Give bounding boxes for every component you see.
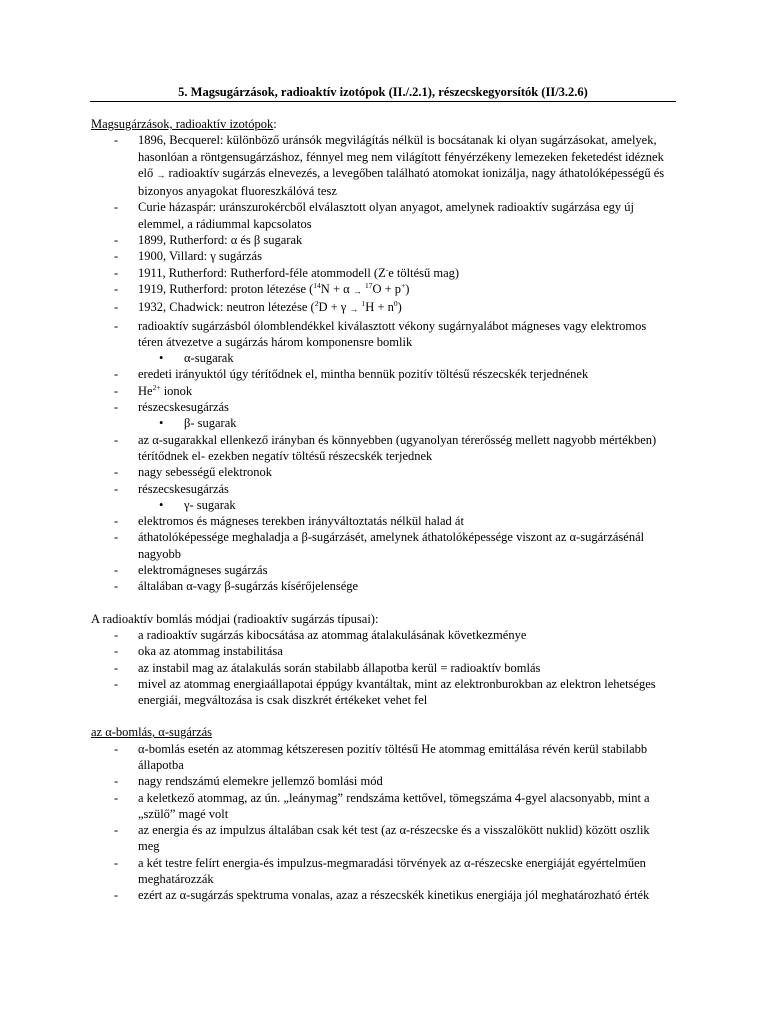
list-item: - áthatolóképessége meghaladja a β-sugárzásét, amelynek áthatolóképessége viszont az α-sugárzásénál nagyobb [0,529,768,562]
list-item: - radioaktív sugárzásból ólomblendékkel kiválasztott vékony sugárnyalábot mágneses vagy elektromos téren átvezetve a sugárzás három komponensre bomlik [0,318,768,351]
arrow-icon: → [156,169,166,180]
superscript: 1 [361,299,366,309]
list-item-text: ) [397,300,402,315]
list-item: - elektromos és mágneses terekben irányváltoztatás nélkül halad át [0,513,768,529]
bullet-item-alpha: • α-sugarak [0,350,768,366]
superscript: 17 [364,280,373,290]
bullet-item-gamma: • γ- sugarak [0,497,768,513]
superscript: 2+ [152,382,161,392]
title-rule [90,101,676,102]
list-item: - nagy rendszámú elemekre jellemző bomlási mód [0,773,768,789]
arrow-icon: → [352,285,362,296]
list-item-text: 1919, Rutherford: proton létezése ( [138,281,314,296]
list-item-text: e töltésű mag) [388,265,460,280]
list-item: - α-bomlás esetén az atommag kétszeresen pozitív töltésű He atommag emittálása révén kerül stabilabb állapotba [0,741,768,774]
superscript: 14 [313,280,321,290]
list-item: - a radioaktív sugárzás kibocsátása az atommag átalakulásának következménye [0,627,768,643]
section3-list [0,741,768,904]
bullet-item-beta: • β- sugarak [0,415,768,431]
list-item-text: 1896, Becquerel: különböző uránsók megvilágítás nélkül is bocsátanak ki olyan sugárzásokat, amelyek, hasonlóan a röntgensugárzáshoz, fénnyel meg nem világított fényérzékeny lemezeken feketedést idéznek elő [138,133,664,180]
section-heading-bomlas-modjai: A radioaktív bomlás módjai (radioaktív sugárzás típusai): [91,611,379,626]
list-item [0,265,768,281]
list-item-text: N + α [320,281,353,296]
superscript: 0 [393,299,398,309]
list-item [0,132,768,199]
list-item: - elektromágneses sugárzás [0,562,768,578]
list-item: - mivel az atommag energiaállapotai éppúgy kvantáltak, mint az elektronburokban az elektron lehetséges energiái, megváltozása is csak diszkrét értékeket vehet fel [0,676,768,709]
section-heading-alpha-bomlas [0,724,768,740]
list-item-text: D + γ [318,300,350,315]
list-item-text: He [138,383,153,398]
list-item: - ezért az α-sugárzás spektruma vonalas, azaz a részecskék kinetikus energiája jól meghatározható érték [0,887,768,903]
document-title: 5. Magsugárzások, radioaktív izotópok (II./.2.1), részecskegyorsítók (II/3.2.6) [178,85,588,99]
section2-list [0,627,768,708]
list-item-text: H + n [365,300,394,315]
list-item: - 1899, Rutherford: α és β sugarak [0,232,768,248]
list-item-text: ) [405,281,410,296]
section1-list [0,132,768,594]
superscript: 2 [314,299,319,309]
list-item-text: 1911, Rutherford: Rutherford-féle atommodell (Z [138,265,386,280]
list-item-text: radioaktív sugárzás elnevezés, a levegőben található atomokat ionizálja, nagy áthatolóképességű és bizonyos anyagokat fluoreszkálóvá tesz [138,165,665,199]
list-item: - a két testre felírt energia-és impulzus-megmaradási törvények az α-részecske energiáját egyértelműen meghatározzák [0,855,768,888]
arrow-icon: → [349,304,359,315]
section-gap [0,595,768,611]
section-gap [0,708,768,724]
heading-colon: : [273,117,277,131]
list-item-text: ionok [160,383,193,398]
list-item [0,299,768,317]
superscript: - [385,264,389,274]
superscript: + [401,280,406,290]
list-item: - a keletkező atommag, az ún. „leánymag” rendszáma kettővel, tömegszáma 4-gyel alacsonyabb, mint a „szülő” magé volt [0,790,768,823]
list-item-text: 1932, Chadwick: neutron létezése ( [138,300,315,315]
list-item: - nagy sebességű elektronok [0,464,768,480]
list-item [0,383,768,399]
list-item: - általában α-vagy β-sugárzás kísérőjelensége [0,578,768,594]
document-body [0,116,768,904]
section-heading-text: az α-bomlás, α-sugárzás [91,725,213,740]
list-item: - eredeti irányuktól úgy térítődnek el, mintha bennük pozitív töltésű részecskék terjednének [0,366,768,382]
list-item [0,281,768,299]
list-item: - 1900, Villard: γ sugárzás [0,248,768,264]
list-item: - részecskesugárzás [0,399,768,415]
list-item: - az instabil mag az átalakulás során stabilabb állapotba kerül = radioaktív bomlás [0,660,768,676]
list-item: - az α-sugarakkal ellenkező irányban és könnyebben (ugyanolyan térerősség mellett nagyobb mértékben) térítődnek el- ezekben negatív töltésű részecskék terjednek [0,432,768,465]
list-item: - Curie házaspár: uránszurokércből elválasztott olyan anyagot, amelynek radioaktív sugárzása egy új elemmel, a rádiummal kapcsolatos [0,199,768,232]
list-item-text: O + p [372,281,402,296]
list-item: - részecskesugárzás [0,481,768,497]
list-item: - oka az atommag instabilitása [0,643,768,659]
list-item: - az energia és az impulzus általában csak két test (az α-részecske és a visszalökött nuklid) között oszlik meg [0,822,768,855]
section-heading-magsugarzasok [0,116,768,132]
section-heading-text: Magsugárzások, radioaktív izotópok [91,117,274,131]
